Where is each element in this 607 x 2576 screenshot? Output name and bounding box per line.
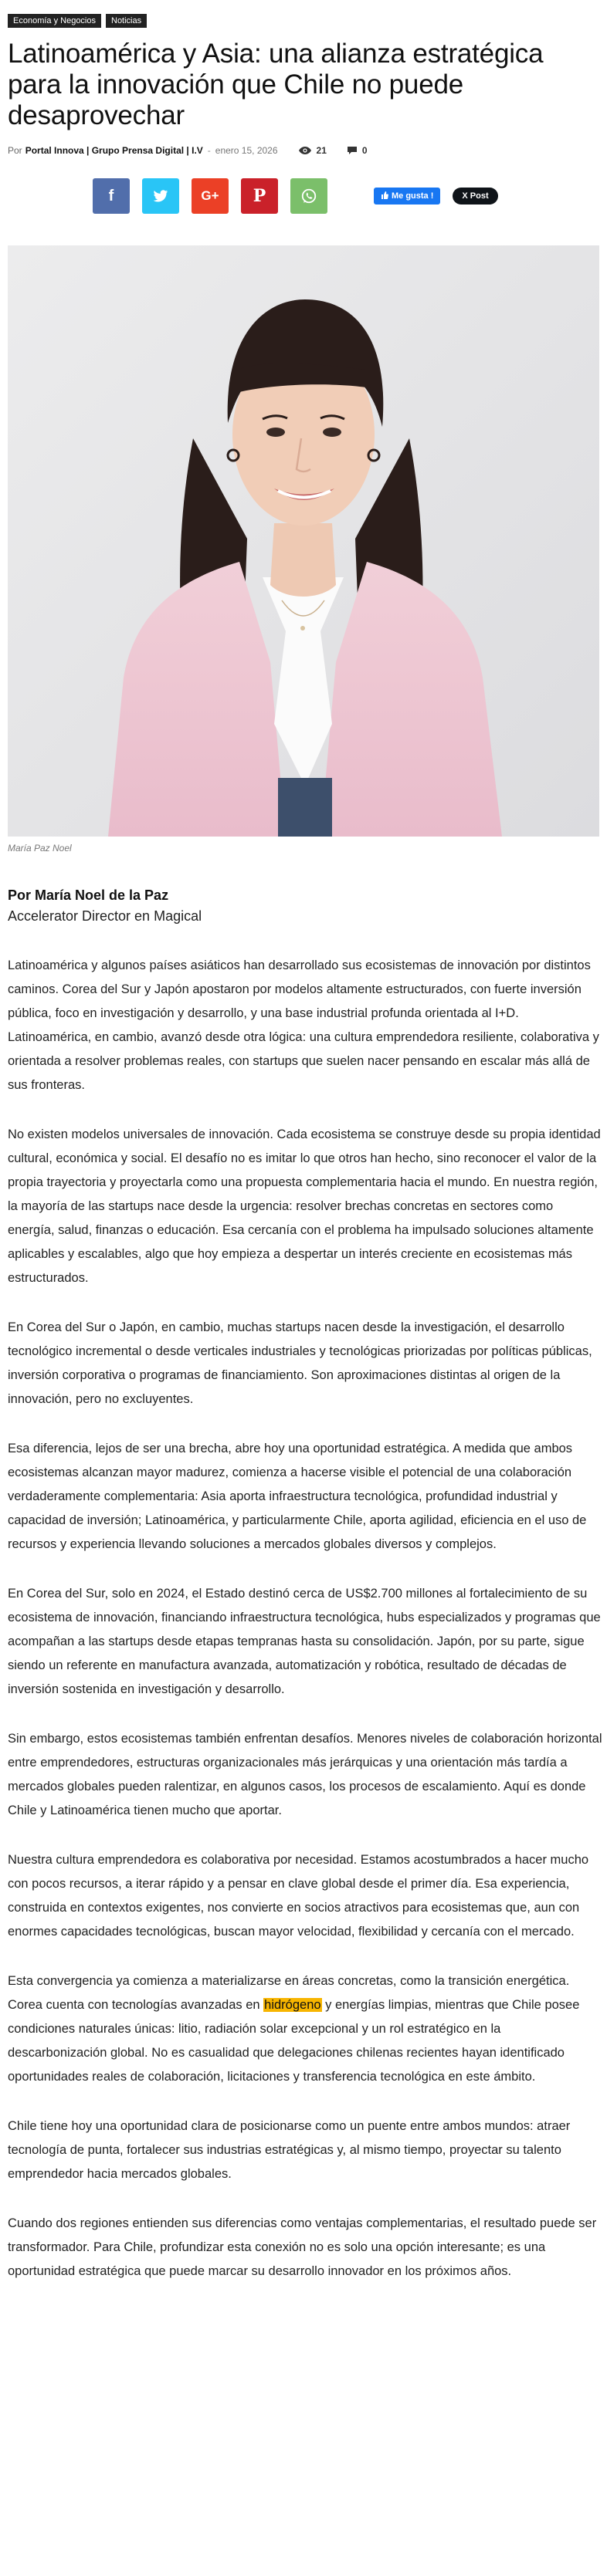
paragraph-8: [8, 1969, 602, 2089]
paragraph-1: Latinoamérica y algunos países asiáticos han desarrollado sus ecosistemas de innovación por distintos caminos. Corea del Sur y Japón apostaron por modelos altamente estructurados, con fuerte inversión pública, foco en investigación y desarrollo, y una base industrial profunda orientada al I+D. Latinoamérica, en cambio, avanzó desde otra lógica: una cultura emprendedora resiliente, colaborativa y orientada a resolver problemas reales, con startups que suelen nacer pensando en escalar más allá de sus fronteras.: [8, 958, 599, 1092]
eye-icon: [298, 146, 312, 155]
paragraph-6: Sin embargo, estos ecosistemas también enfrentan desafíos. Menores niveles de colaboración horizontal entre emprendedores, estructuras organizacionales más jerárquicas y una orientación más tardía a mercados globales pueden ralentizar, en algunos casos, los procesos de escalamiento. Aquí es donde Chile y Latinoamérica tienen mucho que aportar.: [8, 1732, 602, 1817]
paragraph-8-end: y energías limpias, mientras que Chile posee condiciones naturales únicas: litio, radiación solar excepcional y un rol estratégico en la descarbonización global. No es casualidad que delegaciones chilenas recientes hayan identificado oportunidades reales de colaboración, licitaciones y transferencia tecnológica en este ámbito.: [8, 1998, 580, 2084]
by-label: Por: [8, 145, 22, 156]
whatsapp-icon: [300, 188, 317, 205]
category-tags: [8, 0, 599, 31]
paragraph-7: Nuestra cultura emprendedora es colaborativa por necesidad. Estamos acostumbrados a hacer mucho con pocos recursos, a iterar rápido y a pensar en clave global desde el primer día. Esa experiencia, construida en contextos exigentes, nos convierte en socios atractivos para ecosistemas que, aun con enormes capacidades tecnológicas, buscan mayor velocidad, flexibilidad y cercanía con el mercado.: [8, 1853, 589, 1939]
author-role: Accelerator Director en Magical: [8, 908, 202, 924]
photo-caption: María Paz Noel: [8, 843, 72, 854]
article-title: Latinoamérica y Asia: una alianza estratégica para la innovación que Chile no puede desaprovechar: [8, 39, 544, 130]
share-bar: [8, 177, 599, 215]
author-link[interactable]: Portal Innova | Grupo Prensa Digital | I.V: [25, 145, 203, 156]
share-googleplus-button[interactable]: [192, 178, 229, 214]
article-body: [8, 954, 602, 2284]
facebook-like-button[interactable]: [374, 188, 440, 205]
category-tag-noticias[interactable]: Noticias: [106, 14, 147, 28]
paragraph-5: En Corea del Sur, solo en 2024, el Estado destinó cerca de US$2.700 millones al fortalecimiento de su ecosistema de innovación, financiando infraestructura tecnológica, hubs especializados y programas que acompañan a las startups desde etapas tempranas hasta su consolidación. Japón, por su parte, sigue siendo un referente en manufactura avanzada, automatización y robótica, resultado de décadas de inversión sostenida en investigación y desarrollo.: [8, 1587, 601, 1696]
article-meta: [8, 144, 599, 157]
share-twitter-button[interactable]: [142, 178, 179, 214]
category-tag-economia[interactable]: Economía y Negocios: [8, 14, 101, 28]
thumbs-up-icon: [381, 191, 388, 201]
share-whatsapp-button[interactable]: [290, 178, 327, 214]
portrait-image: [8, 245, 599, 837]
facebook-icon: f: [108, 187, 114, 205]
paragraph-8-start: Esta convergencia ya comienza a materializarse en áreas concretas, como la transición energética. Corea cuenta con tecnologías avanzadas en: [8, 1974, 570, 2012]
publish-date: enero 15, 2026: [215, 145, 278, 156]
x-post-button[interactable]: X Post: [453, 188, 497, 205]
comments-count[interactable]: [347, 145, 368, 156]
paragraph-2: No existen modelos universales de innovación. Cada ecosistema se construye desde su propia identidad cultural, económica y social. El desafío no es imitar lo que otros han hecho, sino reconocer el valor de la propia trayectoria y proyectarla como una propuesta complementaria hacia el mundo. En nuestra región, la mayoría de las startups nace desde la urgencia: resolver brechas concretas en sectores como energía, salud, finanzas o educación. Esa cercanía con el problema ha impulsado soluciones altamente aplicables y escalables, algo que hoy empieza a despertar un interés creciente en ecosistemas más estructurados.: [8, 1127, 601, 1285]
googleplus-icon: G+: [201, 188, 219, 203]
facebook-like-label: Me gusta !: [392, 191, 434, 201]
meta-separator: -: [207, 145, 211, 156]
share-pinterest-button[interactable]: [241, 178, 278, 214]
pinterest-icon: P: [253, 186, 266, 206]
article-photo: [8, 245, 599, 837]
paragraph-3: En Corea del Sur o Japón, en cambio, muchas startups nacen desde la investigación, el desarrollo tecnológico incremental o desde verticales industriales y tecnológicas priorizadas por políticas públicas, inversión corporativa o programas de financiamiento. Son aproximaciones distintas al origen de la innovación, pero no excluyentes.: [8, 1320, 592, 1406]
paragraph-10: Cuando dos regiones entienden sus diferencias como ventajas complementarias, el resultado puede ser transformador. Para Chile, profundizar esta conexión no es solo una opción interesante; es una oportunidad estratégica que puede marcar su desarrollo innovador en los próximos años.: [8, 2216, 597, 2278]
author-byline: Por María Noel de la Paz: [8, 887, 169, 903]
comments-value: 0: [361, 145, 368, 156]
share-facebook-button[interactable]: [93, 178, 130, 214]
views-value: 21: [316, 145, 327, 156]
views-count: [298, 145, 327, 156]
hydrogen-highlight-link[interactable]: hidrógeno: [264, 1998, 321, 2012]
paragraph-9: Chile tiene hoy una oportunidad clara de posicionarse como un puente entre ambos mundos: atraer tecnología de punta, fortalecer sus industrias estratégicas y, al mismo tiempo, proyectar su talento emprendedor hacia mercados globales.: [8, 2119, 571, 2181]
twitter-icon: [153, 190, 168, 203]
comment-icon: [347, 146, 358, 155]
paragraph-4: Esa diferencia, lejos de ser una brecha, abre hoy una oportunidad estratégica. A medida que ambos ecosistemas alcanzan mayor madurez, comienza a hacerse visible el potencial de una colaboración verdaderamente complementaria: Asia aporta infraestructura tecnológica, profundidad industrial y capacidad de inversión; Latinoamérica, y particularmente Chile, aporta agilidad, eficiencia en el uso de recursos y experiencia llevando soluciones a mercados globales diversos y complejos.: [8, 1442, 587, 1551]
